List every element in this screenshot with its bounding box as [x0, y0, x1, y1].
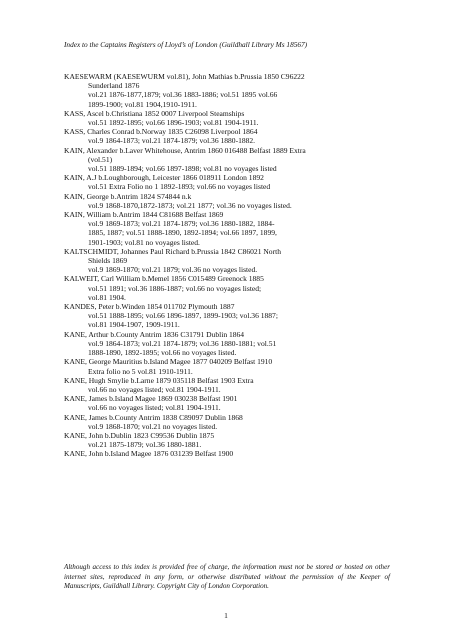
entry-heading-line: KANE, George Mauritius b.Island Magee 1877 040209 Belfast 1910 — [64, 357, 273, 367]
entry-detail-line: vol.66 no voyages listed; vol.81 1904-1911. — [88, 384, 221, 394]
index-entry — [64, 146, 404, 174]
entry-detail-line: vol.66 no voyages listed; vol.81 1904-1911. — [88, 403, 221, 413]
entry-detail-line: vol.81 1904-1907, 1909-1911. — [88, 320, 180, 330]
index-entry — [64, 302, 404, 330]
entry-detail-line: vol.9 1868-1870,1872-1873; vol.21 1877; vol.36 no voyages listed. — [88, 200, 292, 210]
entry-detail-line: Sunderland 1876 — [88, 81, 140, 91]
entry-heading-line: KAIN, William b.Antrim 1844 C81688 Belfast 1869 — [64, 210, 224, 220]
index-entry — [64, 127, 404, 145]
index-entry — [64, 173, 404, 191]
entry-heading-line: KANE, James b.County Antrim 1838 C89097 Dublin 1868 — [64, 412, 243, 422]
entry-detail-line: Shields 1869 — [88, 256, 128, 266]
entry-heading-line: KANE, Arthur b.County Antrim 1836 C31791 Dublin 1864 — [64, 329, 245, 339]
index-entry — [64, 192, 404, 210]
index-entry — [64, 330, 404, 358]
captains-index-entries — [64, 72, 404, 459]
index-entry — [64, 247, 404, 275]
entry-detail-line: (vol.51) — [88, 154, 113, 164]
index-entry — [64, 274, 404, 302]
entry-detail-line: 1885, 1887; vol.51 1888-1890, 1892-1894; vol.66 1897, 1899, — [88, 228, 277, 238]
index-entry — [64, 210, 404, 247]
entry-heading-line: KAIN, Alexander b.Laver Whitehouse, Antrim 1860 016488 Belfast 1889 Extra — [64, 145, 306, 155]
entry-detail-line: vol.51 1892-1895; vol.66 1896-1903; vol.81 1904-1911. — [88, 118, 259, 128]
entry-heading-line: KANE, Hugh Smylie b.Larne 1879 035118 Belfast 1903 Extra — [64, 375, 254, 385]
index-entry — [64, 357, 404, 375]
entry-heading-line: KANE, James b.Island Magee 1869 030238 Belfast 1901 — [64, 394, 238, 404]
entry-detail-line: vol.9 1864-1873; vol.21 1874-1879; vol.36 1880-1881; vol.51 — [88, 338, 277, 348]
index-entry — [64, 109, 404, 127]
entry-detail-line: vol.51 1891; vol.36 1886-1887; vol.66 no voyages listed; — [88, 283, 262, 293]
entry-detail-line: vol.9 1869-1873; vol.21 1874-1879; vol.36 1880-1882, 1884- — [88, 219, 275, 229]
index-entry — [64, 431, 404, 449]
entry-detail-line: vol.21 1875-1879; vol.36 1880-1881. — [88, 440, 202, 450]
entry-heading-line: KANE, John b.Island Magee 1876 031239 Belfast 1900 — [64, 449, 234, 459]
page-number: 1 — [224, 611, 228, 620]
entry-heading-line: KAESEWARM (KAESEWURM vol.81), John Mathias b.Prussia 1850 C96222 — [64, 72, 305, 81]
entry-detail-line: vol.9 1864-1873; vol.21 1874-1879; vol.36 1880-1882. — [88, 136, 256, 146]
entry-heading-line: KAIN, George b.Antrim 1824 S74844 n.k — [64, 191, 192, 201]
entry-detail-line: vol.51 1889-1894; vol.66 1897-1898; vol.81 no voyages listed — [88, 164, 277, 174]
entry-heading-line: KASS, Ascel b.Christiana 1852 0007 Liverpool Steamships — [64, 108, 245, 118]
index-entry — [64, 376, 404, 394]
entry-heading-line: KALTSCHMIDT, Johannes Paul Richard b.Prussia 1842 C86021 North — [64, 246, 281, 256]
entry-detail-line: 1899-1900; vol.81 1904,1910-1911. — [88, 99, 197, 109]
entry-detail-line: 1888-1890, 1892-1895; vol.66 no voyages listed. — [88, 348, 237, 358]
entry-detail-line: Extra folio no 5 vol.81 1910-1911. — [88, 366, 193, 376]
entry-detail-line: vol.21 1876-1877,1879; vol.36 1883-1886; vol.51 1895 vol.66 — [88, 90, 278, 100]
entry-detail-line: vol.81 1904. — [88, 292, 126, 302]
index-entry — [64, 394, 404, 412]
entry-heading-line: KAIN, A.J b.Loughborough, Leicester 1866 018911 London 1892 — [64, 173, 264, 183]
entry-detail-line: vol.51 1888-1895; vol.66 1896-1897, 1899-1903; vol.36 1887; — [88, 311, 278, 321]
entry-detail-line: vol.51 Extra Folio no 1 1892-1893; vol.66 no voyages listed — [88, 182, 271, 192]
entry-detail-line: 1901-1903; vol.81 no voyages listed. — [88, 237, 200, 247]
index-entry — [64, 413, 404, 431]
index-title: Index to the Captains Registers of Lloyd’s of London (Guildhall Library Ms 18567) — [64, 40, 308, 49]
copyright-notice: Although access to this index is provided free of charge, the information must not be stored or hosted on other internet sites, reproduced in any form, or otherwise distributed without the permission of the Keeper of Manuscripts, Guildhall Library. Copyright City of London Corporation. — [64, 563, 390, 590]
entry-detail-line: vol.9 1868-1870; vol.21 no voyages listed. — [88, 421, 218, 431]
entry-heading-line: KANDES, Peter b.Winden 1854 011702 Plymouth 1887 — [64, 302, 235, 312]
entry-heading-line: KALWEIT, Carl William b.Memel 1856 C015489 Greenock 1885 — [64, 274, 264, 284]
entry-heading-line: KASS, Charles Conrad b.Norway 1835 C26098 Liverpool 1864 — [64, 127, 258, 137]
entry-detail-line: vol.9 1869-1870; vol.21 1879; vol.36 no voyages listed. — [88, 265, 258, 275]
entry-heading-line: KANE, John b.Dublin 1823 C99536 Dublin 1875 — [64, 430, 215, 440]
index-entry — [64, 72, 404, 109]
index-entry — [64, 449, 404, 458]
